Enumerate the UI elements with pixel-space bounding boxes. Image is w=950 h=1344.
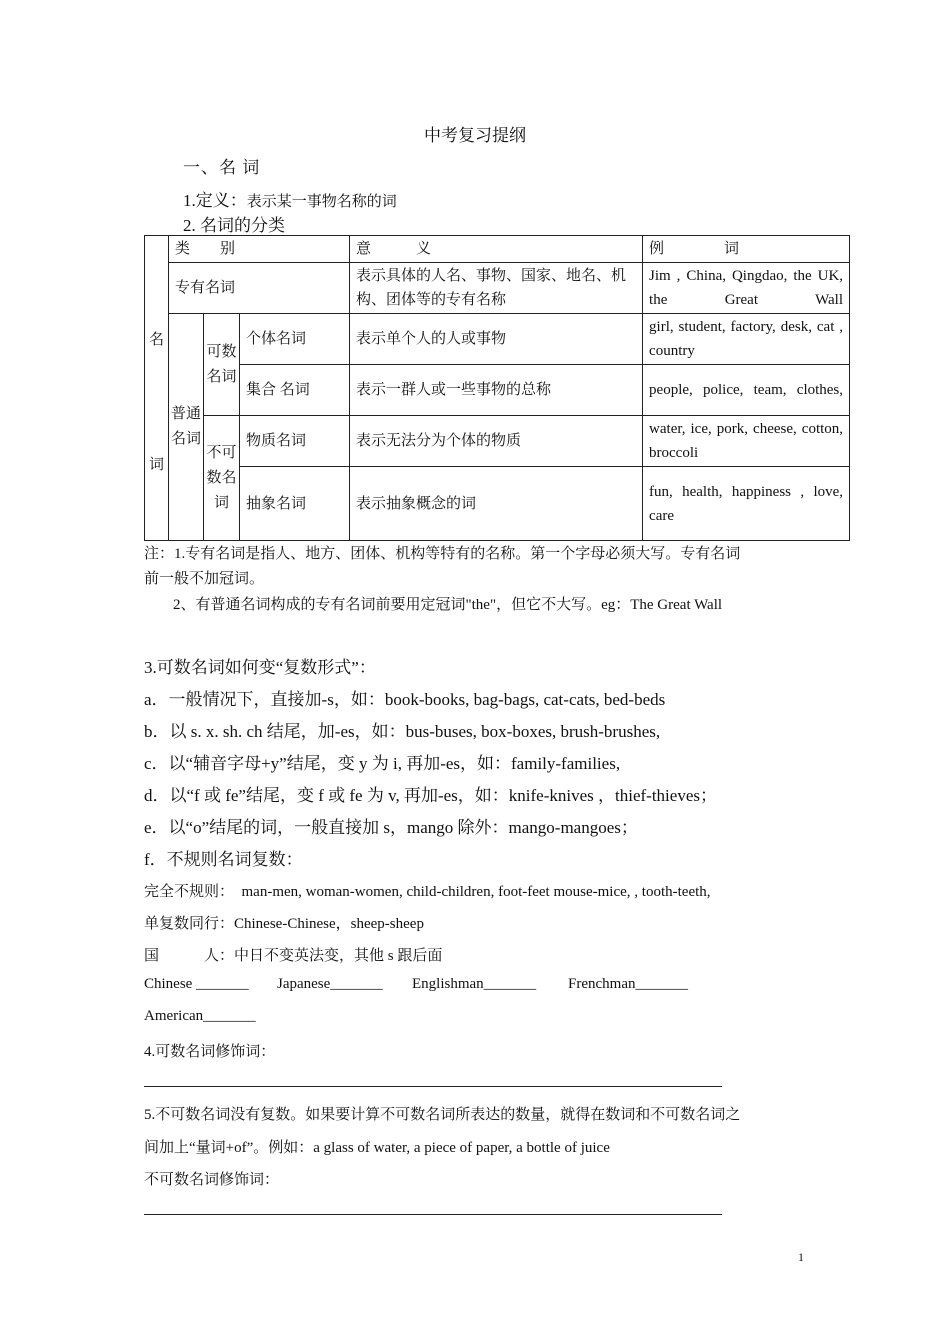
uncountable-line-1: 5.不可数名词没有复数。如果要计算不可数名词所表达的数量，就得在数词和不可数名词之 [144, 1107, 741, 1123]
blank-frenchman: Frenchman_______ [568, 976, 688, 992]
header-example: 例 词 [643, 236, 850, 263]
note-line-2: 前一般不加冠词。 [144, 571, 265, 587]
row-example: fun, health, happiness , love, care [643, 467, 850, 541]
uncountable-label: 不可数名词 [204, 416, 240, 541]
uncountable-line-2: 间加上“量词+of”。例如：a glass of water, a piece of paper, a bottle of juice [144, 1140, 610, 1156]
row-meaning: 表示无法分为个体的物质 [350, 416, 643, 467]
answer-line-countable [144, 1086, 722, 1087]
definition-text: 表示某一事物名称的词 [246, 194, 397, 210]
row-example: water, ice, pork, cheese, cotton, broccoli [643, 416, 850, 467]
proper-noun-meaning: 表示具体的人名、事物、国家、地名、机构、团体等的专有名称 [350, 263, 643, 314]
countable-label: 可数名词 [204, 314, 240, 416]
blank-japanese: Japanese_______ [277, 976, 383, 992]
plural-heading: 3.可数名词如何变“复数形式”： [144, 658, 376, 677]
irregular-plurals: 完全不规则： man-men, woman-women, child-children, foot-feet mouse-mice, , tooth-teeth, [144, 884, 711, 900]
outer-label-char-2: 词 [148, 457, 164, 473]
row-name: 集合 名词 [240, 365, 350, 416]
row-name: 物质名词 [240, 416, 350, 467]
plural-rule: a．一般情况下，直接加-s，如：book-books, bag-bags, cat-cats, bed-beds [144, 690, 666, 709]
note-line-3: 2、有普通名词构成的专有名词前要用定冠词"the"，但它不大写。eg：The Great Wall [173, 597, 723, 613]
plural-rule: d．以“f 或 fe”结尾，变 f 或 fe 为 v, 再加-es，如：knife-knives ，thief-thieves； [144, 786, 717, 805]
answer-line-uncountable [144, 1214, 722, 1215]
classification-heading: 2. 名词的分类 [183, 216, 285, 235]
definition-label: 1.定义： [183, 191, 247, 210]
section-heading-nouns: 一、名 词 [183, 158, 261, 177]
row-meaning: 表示一群人或一些事物的总称 [350, 365, 643, 416]
plural-rule: e．以“o”结尾的词，一般直接加 s，mango 除外：mango-mangoes； [144, 818, 638, 837]
nationality-rule: 国 人：中日不变英法变，其他 s 跟后面 [144, 948, 443, 964]
proper-noun-example: Jim , China, Qingdao, the UK, the Great Wall [643, 263, 850, 314]
outer-label-cell [145, 236, 169, 541]
definition [183, 186, 397, 211]
row-example: people, police, team, clothes, [643, 365, 850, 416]
plural-rule: c．以“辅音字母+y”结尾，变 y 为 i, 再加-es，如：family-families, [144, 754, 621, 773]
outer-label-char-1: 名 [148, 332, 164, 348]
page-number: 1 [798, 1250, 804, 1264]
row-name: 个体名词 [240, 314, 350, 365]
plural-rule: b．以 s. x. sh. ch 结尾，加-es，如：bus-buses, box-boxes, brush-brushes, [144, 722, 661, 741]
plural-rule: f．不规则名词复数： [144, 850, 303, 869]
blank-american: American_______ [144, 1008, 256, 1024]
common-noun-label: 普通名词 [169, 314, 204, 541]
row-example: girl, student, factory, desk, cat , country [643, 314, 850, 365]
uncountable-modifiers-label: 不可数名词修饰词： [144, 1172, 280, 1188]
blank-englishman: Englishman_______ [412, 976, 537, 992]
row-meaning: 表示抽象概念的词 [350, 467, 643, 541]
header-meaning: 意 义 [350, 236, 643, 263]
proper-noun-name: 专有名词 [169, 263, 350, 314]
blank-chinese: Chinese _______ [144, 976, 249, 992]
header-category: 类 别 [169, 236, 350, 263]
note-line-1: 注：1.专有名词是指人、地方、团体、机构等特有的名称。第一个字母必须大写。专有名词 [144, 546, 741, 562]
page-title: 中考复习提纲 [424, 126, 526, 145]
same-form-plurals: 单复数同行：Chinese-Chinese，sheep-sheep [144, 916, 424, 932]
noun-classification-table [144, 235, 859, 541]
row-meaning: 表示单个人的人或事物 [350, 314, 643, 365]
row-name: 抽象名词 [240, 467, 350, 541]
countable-modifiers-label: 4.可数名词修饰词： [144, 1044, 276, 1060]
